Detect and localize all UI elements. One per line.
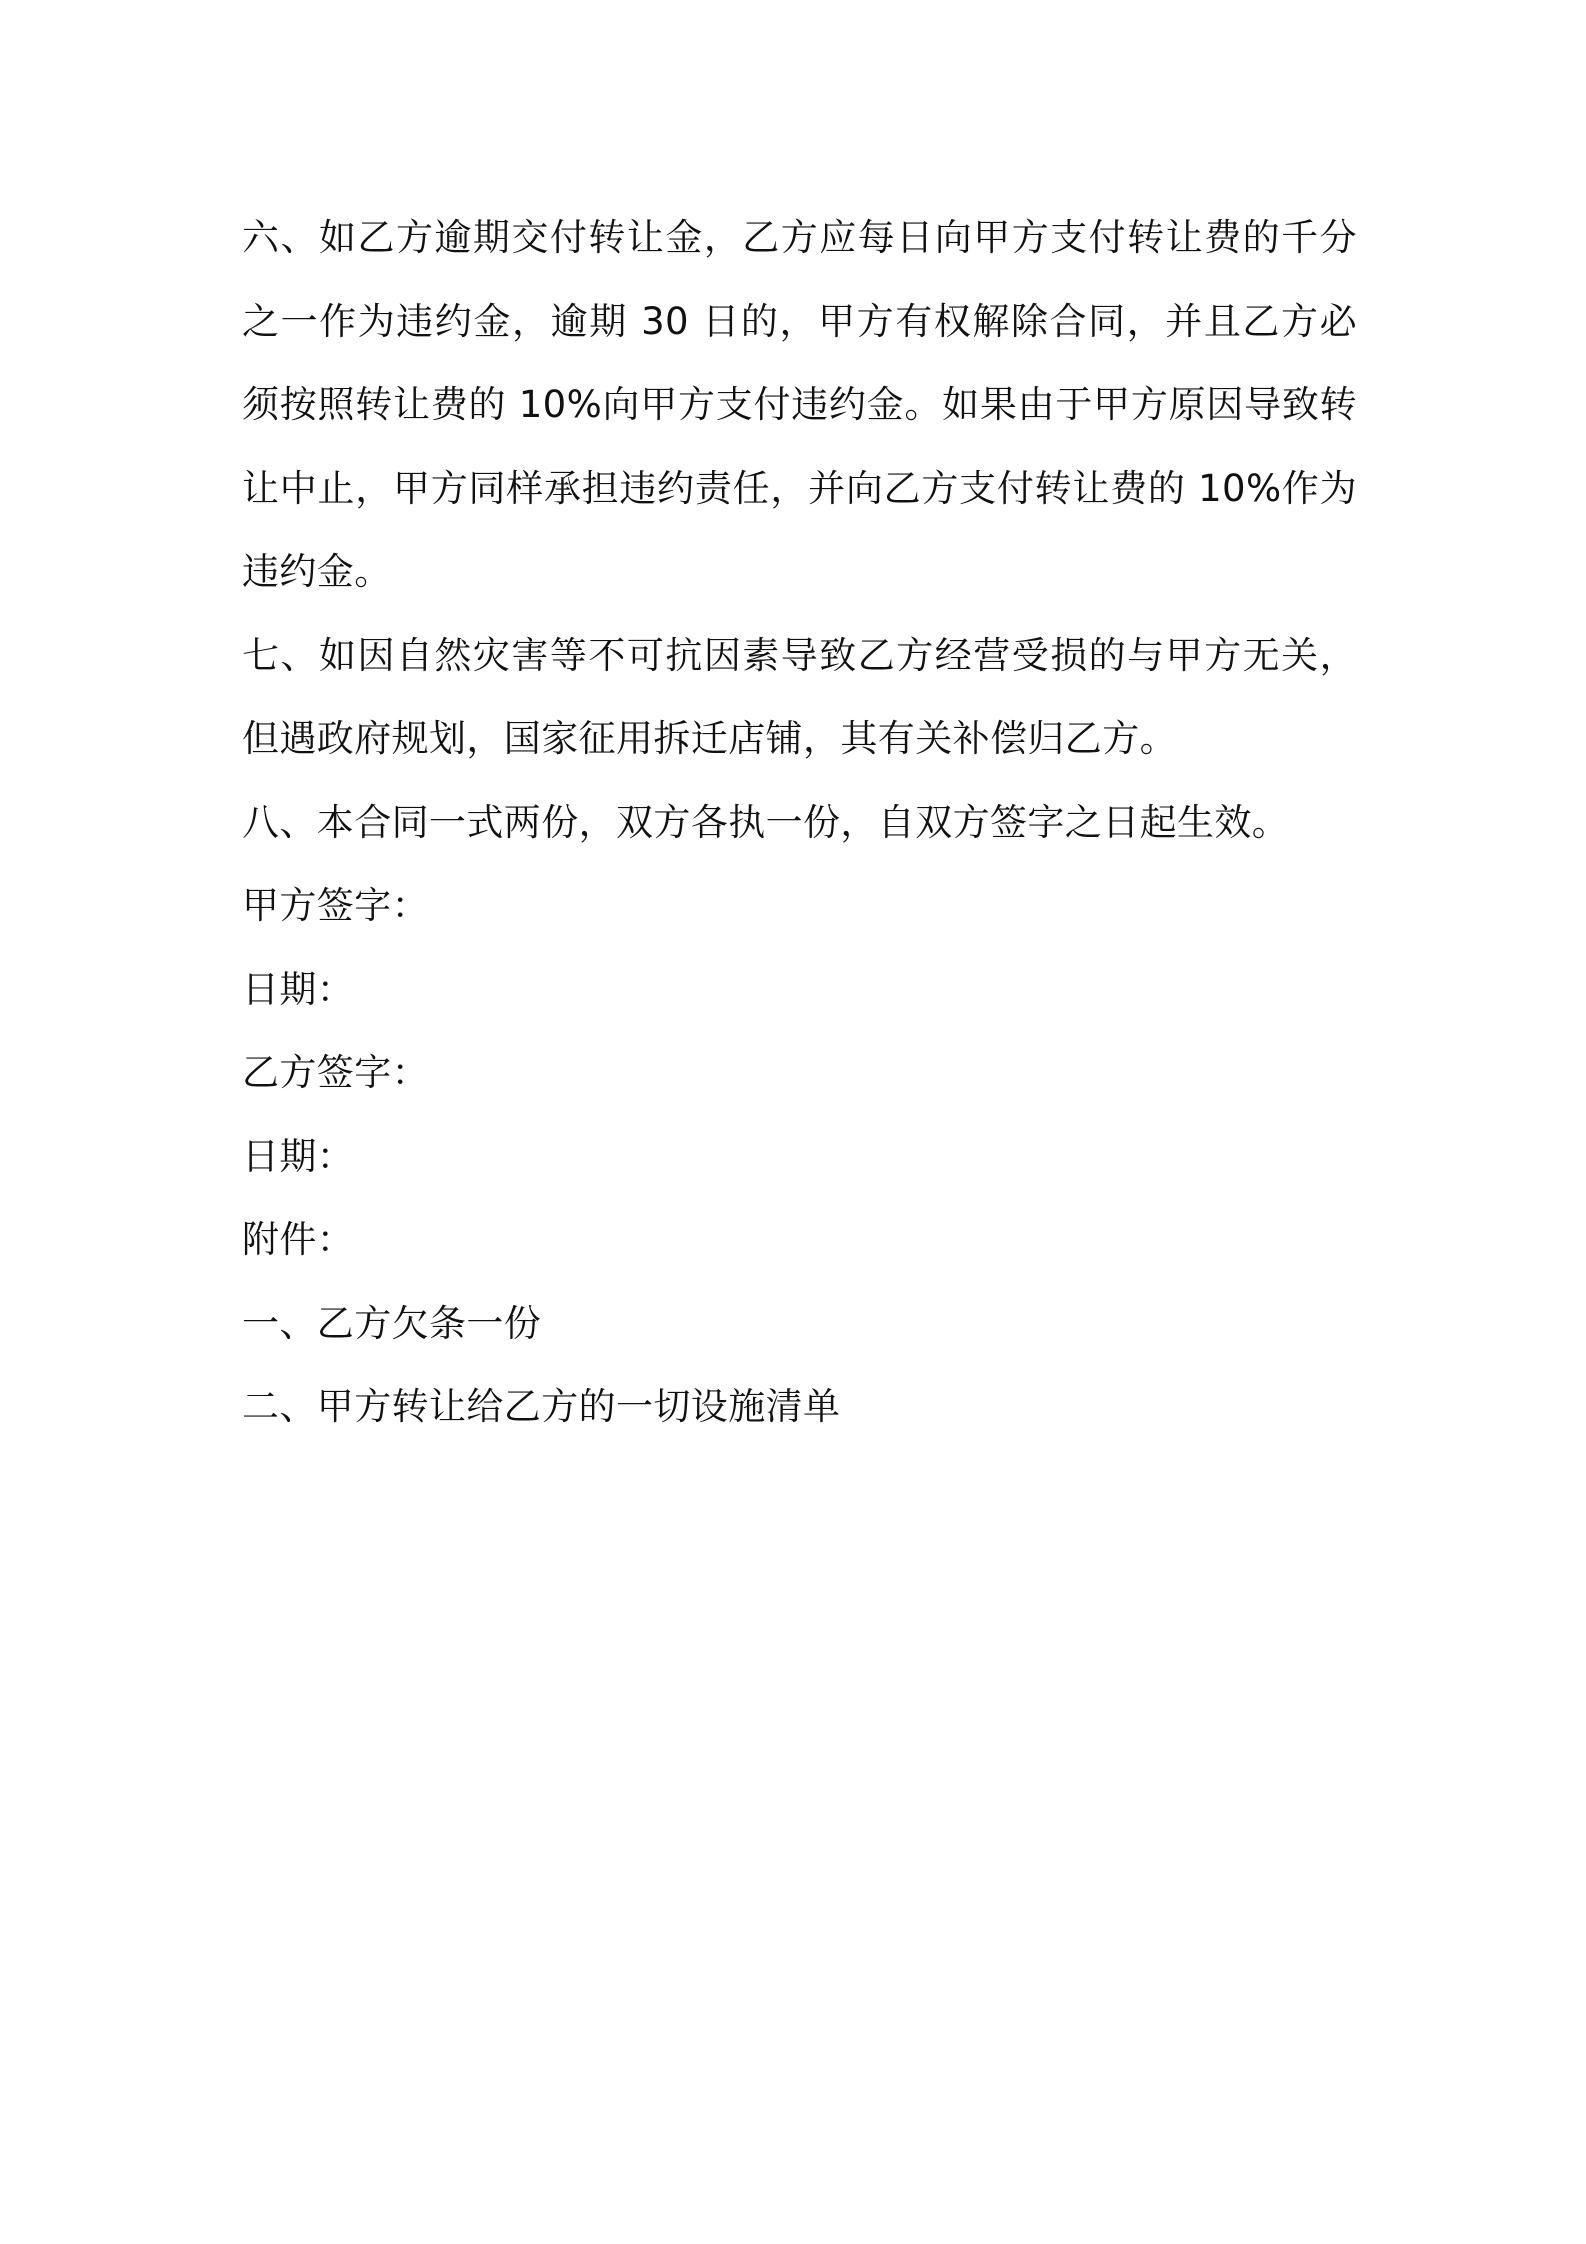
party-a-date-line: 日期： bbox=[242, 967, 355, 1011]
clause-6-paragraph: 六、如乙方逾期交付转让金，乙方应每日向甲方支付转让费的千分之一作为违约金，逾期 30 日的，甲方有权解除合同，并且乙方必须按照转让费的 10%向甲方支付违约金。如果由于甲方原因导致转让中止，甲方同样承担违约责任，并向乙方支付转让费的 10%作为违约金。 bbox=[242, 216, 1357, 593]
clause-7-paragraph: 七、如因自然灾害等不可抗因素导致乙方经营受损的与甲方无关，但遇政府规划，国家征用拆迁店铺，其有关补偿归乙方。 bbox=[242, 633, 1357, 760]
party-b-signature-line: 乙方签字： bbox=[242, 1051, 429, 1094]
party-b-date-line: 日期： bbox=[242, 1134, 355, 1178]
document-body bbox=[242, 196, 1357, 1449]
attachments-heading: 附件： bbox=[242, 1218, 355, 1261]
party-a-signature-line: 甲方签字： bbox=[242, 884, 429, 927]
clause-8-paragraph: 八、本合同一式两份，双方各执一份，自双方签字之日起生效。 bbox=[242, 800, 1290, 844]
attachment-item-2: 二、甲方转让给乙方的一切设施清单 bbox=[242, 1385, 841, 1428]
attachment-item-1: 一、乙方欠条一份 bbox=[242, 1301, 542, 1345]
